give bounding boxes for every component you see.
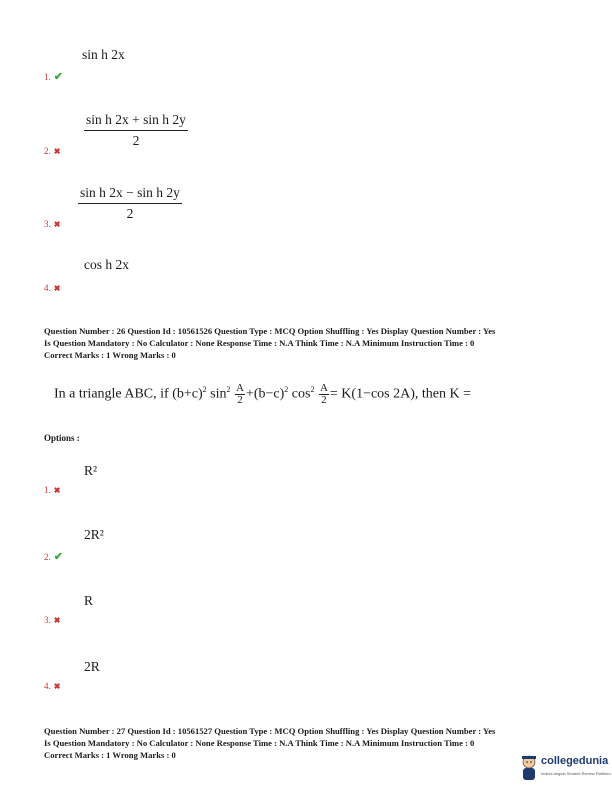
collegedunia-logo bbox=[519, 754, 611, 784]
wrong-cross-icon: ✖ bbox=[53, 486, 61, 495]
wrong-cross-icon: ✖ bbox=[53, 284, 61, 293]
prev-option-3-fraction: $\frac{\text{sin h 2x − sin h 2y}}{2}$ bbox=[80, 185, 180, 221]
option-3-number: 3. ✖ bbox=[44, 615, 61, 625]
prev-option-2-fraction: $\frac{\text{sin h 2x + sin h 2y}}{2}$ bbox=[86, 112, 186, 148]
wrong-cross-icon: ✖ bbox=[53, 220, 61, 229]
meta-line-1: Question Number : 27 Question Id : 10561527 Question Type : MCQ Option Shuffling : Yes Display Question Number : Yes bbox=[44, 726, 496, 736]
prev-option-1-content: sin h 2x bbox=[82, 47, 125, 62]
option-1-content: R² bbox=[84, 463, 98, 478]
logo-tagline: India's largest Student Review Platform bbox=[541, 771, 611, 776]
correct-check-icon: ✔ bbox=[53, 551, 63, 563]
prev-option-3-number: 3. ✖ bbox=[44, 219, 61, 229]
meta-line-2: Is Question Mandatory : No Calculator : None Response Time : N.A Think Time : N.A Minimum Instruction Time : 0 bbox=[44, 738, 475, 749]
prev-option-4-content: cos h 2x bbox=[84, 257, 129, 272]
question-26-meta bbox=[44, 325, 495, 362]
option-2-content: 2R² bbox=[84, 527, 104, 542]
logo-name: collegedunia bbox=[541, 755, 609, 767]
mascot-icon bbox=[519, 754, 539, 782]
options-label: Options : bbox=[44, 433, 80, 443]
prev-option-1-number: 1. ✔ bbox=[44, 71, 63, 83]
wrong-cross-icon: ✖ bbox=[53, 616, 61, 625]
meta-line-2: Is Question Mandatory : No Calculator : None Response Time : N.A Think Time : N.A Minimum Instruction Time : 0 bbox=[44, 338, 475, 349]
half-angle-fraction: $\frac{A}{2}$ bbox=[319, 382, 328, 406]
meta-line-3: Correct Marks : 1 Wrong Marks : 0 bbox=[44, 350, 176, 361]
prev-option-2-number: 2. ✖ bbox=[44, 146, 61, 156]
option-4-number: 4. ✖ bbox=[44, 681, 61, 691]
option-3-content: R bbox=[84, 593, 94, 608]
half-angle-fraction: $\frac{A}{2}$ bbox=[235, 382, 244, 406]
option-1-number: 1. ✖ bbox=[44, 485, 61, 495]
wrong-cross-icon: ✖ bbox=[53, 682, 61, 691]
meta-line-1: Question Number : 26 Question Id : 10561526 Question Type : MCQ Option Shuffling : Yes Display Question Number : Yes bbox=[44, 326, 496, 336]
option-4-content: 2R bbox=[84, 659, 100, 674]
prev-option-4-number: 4. ✖ bbox=[44, 283, 61, 293]
meta-line-3: Correct Marks : 1 Wrong Marks : 0 bbox=[44, 750, 176, 761]
correct-check-icon: ✔ bbox=[53, 71, 63, 83]
wrong-cross-icon: ✖ bbox=[53, 147, 61, 156]
question-27-meta bbox=[44, 725, 495, 762]
question-26-text: In a triangle ABC, if $(b+c)^2$ $\sin^2$ $\frac{A}{2}$ $+(b-c)^2$ $\cos^2$ $\frac{A}{2}$ = K(1−cos 2A), then K = bbox=[54, 382, 472, 406]
option-2-number: 2. ✔ bbox=[44, 551, 63, 563]
